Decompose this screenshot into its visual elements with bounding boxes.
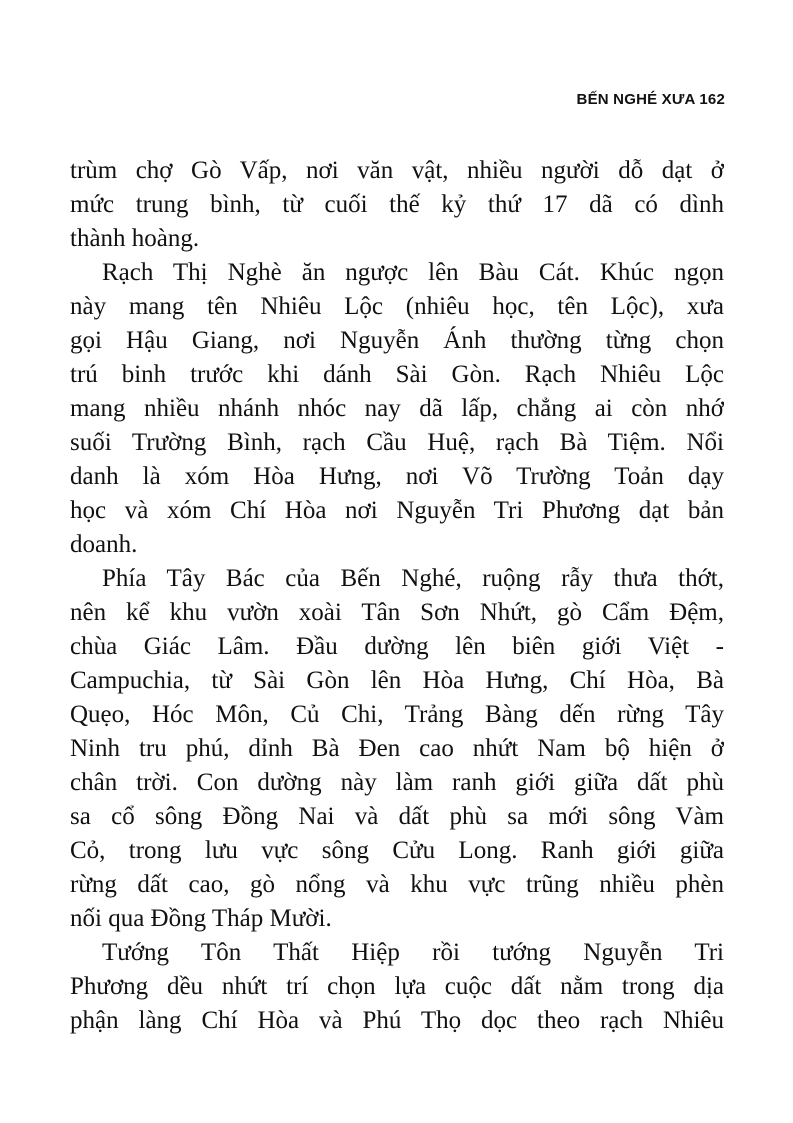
text-line: Phương dều nhứt trí chọn lựa cuộc dất nằm trong dịa: [70, 973, 724, 1000]
body-text: [70, 154, 724, 1038]
text-line: nối qua Đồng Tháp Mười.: [70, 905, 332, 932]
text-line: phận làng Chí Hòa và Phú Thọ dọc theo rạch Nhiêu: [70, 1007, 724, 1034]
text-line: thành hoàng.: [70, 225, 200, 252]
text-line: chân trời. Con dường này làm ranh giới giữa dất phù: [70, 769, 724, 796]
paragraph: [70, 936, 724, 1038]
paragraph: [70, 256, 724, 562]
text-line: trú binh trước khi dánh Sài Gòn. Rạch Nhiêu Lộc: [70, 361, 724, 388]
text-line: học và xóm Chí Hòa nơi Nguyễn Tri Phương dạt bản: [70, 497, 724, 524]
running-header: BẾN NGHÉ XƯA 162: [576, 91, 725, 108]
text-line: doanh.: [70, 531, 138, 558]
text-line: Ninh tru phú, dỉnh Bà Đen cao nhứt Nam bộ hiện ở: [70, 735, 724, 762]
text-line: nên kể khu vườn xoài Tân Sơn Nhứt, gò Cẩm Đệm,: [70, 599, 724, 626]
text-line: gọi Hậu Giang, nơi Nguyễn Ánh thường từng chọn: [70, 327, 724, 354]
text-line: trùm chợ Gò Vấp, nơi văn vật, nhiều người dỗ dạt ở: [70, 157, 724, 184]
text-line: danh là xóm Hòa Hưng, nơi Võ Trường Toản dạy: [70, 463, 724, 490]
paragraph: [70, 154, 724, 256]
text-line: sa cổ sông Đồng Nai và dất phù sa mới sông Vàm: [70, 803, 724, 830]
text-line: Phía Tây Bác của Bến Nghé, ruộng rẫy thưa thớt,: [102, 565, 724, 592]
text-line: Campuchia, từ Sài Gòn lên Hòa Hưng, Chí Hòa, Bà: [70, 667, 724, 694]
text-line: mang nhiều nhánh nhóc nay dã lấp, chẳng ai còn nhớ: [70, 395, 724, 422]
paragraph: [70, 562, 724, 936]
text-line: Rạch Thị Nghè ăn ngược lên Bàu Cát. Khúc ngọn: [102, 259, 724, 286]
text-line: chùa Giác Lâm. Đầu dường lên biên giới Việt -: [70, 633, 724, 660]
text-line: rừng dất cao, gò nổng và khu vực trũng nhiều phèn: [70, 871, 724, 898]
text-line: này mang tên Nhiêu Lộc (nhiêu học, tên Lộc), xưa: [70, 293, 724, 320]
text-line: suối Trường Bình, rạch Cầu Huệ, rạch Bà Tiệm. Nổi: [70, 429, 724, 456]
text-line: mức trung bình, từ cuối thế kỷ thứ 17 dã có dình: [70, 191, 724, 218]
text-line: Tướng Tôn Thất Hiệp rồi tướng Nguyễn Tri: [102, 939, 724, 966]
text-line: Quẹo, Hóc Môn, Củ Chi, Trảng Bàng dến rừng Tây: [70, 701, 724, 728]
text-line: Cỏ, trong lưu vực sông Cửu Long. Ranh giới giữa: [70, 837, 724, 864]
